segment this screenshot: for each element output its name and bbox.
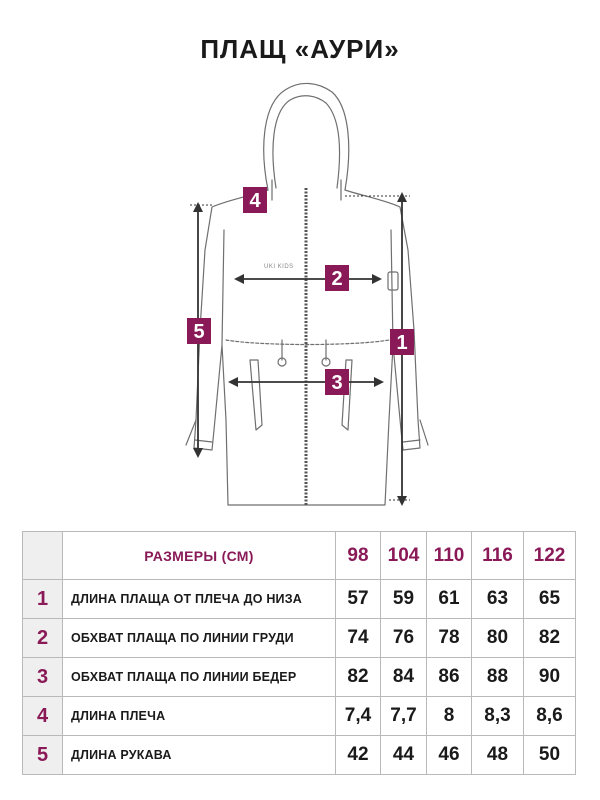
row-label: ДЛИНА РУКАВА [63, 736, 336, 775]
svg-text:3: 3 [331, 372, 343, 394]
table-cell: 48 [472, 736, 524, 775]
arrow-head [397, 496, 407, 506]
page-title: ПЛАЩ «АУРИ» [200, 34, 400, 64]
table-cell: 74 [336, 619, 381, 658]
table-cell: 76 [381, 619, 427, 658]
table-cell: 80 [472, 619, 524, 658]
header-label: РАЗМЕРЫ (СМ) [63, 532, 336, 580]
table-row [23, 580, 576, 619]
table-row [23, 658, 576, 697]
arrow-head [372, 274, 382, 284]
row-number: 5 [23, 736, 63, 775]
table-cell: 59 [381, 580, 427, 619]
arrow-head [228, 377, 238, 387]
row-label: ДЛИНА ПЛЕЧА [63, 697, 336, 736]
table-cell: 42 [336, 736, 381, 775]
table-cell: 8,3 [472, 697, 524, 736]
table-row [23, 736, 576, 775]
header-blank-cell [23, 532, 63, 580]
size-col-header: 98 [336, 532, 381, 580]
row-number: 1 [23, 580, 63, 619]
row-number: 2 [23, 619, 63, 658]
badge-2 [325, 265, 349, 291]
row-label: ОБХВАТ ПЛАЩА ПО ЛИНИИ ГРУДИ [63, 619, 336, 658]
table-cell: 46 [427, 736, 472, 775]
size-col-header: 104 [381, 532, 427, 580]
table-cell: 63 [472, 580, 524, 619]
row-label: ДЛИНА ПЛАЩА ОТ ПЛЕЧА ДО НИЗА [63, 580, 336, 619]
size-col-header: 116 [472, 532, 524, 580]
table-cell: 8 [427, 697, 472, 736]
arrow-head [234, 274, 244, 284]
table-cell: 90 [524, 658, 576, 697]
svg-text:1: 1 [396, 332, 408, 354]
table-header-row [23, 532, 576, 580]
table-cell: 50 [524, 736, 576, 775]
row-label: ОБХВАТ ПЛАЩА ПО ЛИНИИ БЕДЕР [63, 658, 336, 697]
table-cell: 7,7 [381, 697, 427, 736]
row-number: 3 [23, 658, 63, 697]
table-cell: 7,4 [336, 697, 381, 736]
table-cell: 57 [336, 580, 381, 619]
table-cell: 61 [427, 580, 472, 619]
arrow-head [397, 192, 407, 202]
svg-text:4: 4 [249, 190, 261, 212]
badge-3 [325, 369, 349, 395]
arrow-head [193, 448, 203, 458]
table-cell: 78 [427, 619, 472, 658]
badge-4 [243, 187, 267, 213]
table-cell: 82 [524, 619, 576, 658]
svg-text:2: 2 [331, 268, 343, 290]
svg-text:5: 5 [193, 321, 205, 343]
badge-1 [390, 329, 414, 355]
size-table [22, 531, 576, 775]
table-row [23, 619, 576, 658]
brand-label: UKI KIDS [264, 264, 294, 270]
arrow-head [193, 202, 203, 212]
table-cell: 8,6 [524, 697, 576, 736]
table-row [23, 697, 576, 736]
size-col-header: 122 [524, 532, 576, 580]
coat-hood [264, 83, 349, 190]
arrow-head [374, 377, 384, 387]
row-number: 4 [23, 697, 63, 736]
table-cell: 86 [427, 658, 472, 697]
table-cell: 82 [336, 658, 381, 697]
badge-5 [187, 318, 211, 344]
size-col-header: 110 [427, 532, 472, 580]
table-cell: 44 [381, 736, 427, 775]
table-cell: 84 [381, 658, 427, 697]
table-cell: 65 [524, 580, 576, 619]
table-cell: 88 [472, 658, 524, 697]
